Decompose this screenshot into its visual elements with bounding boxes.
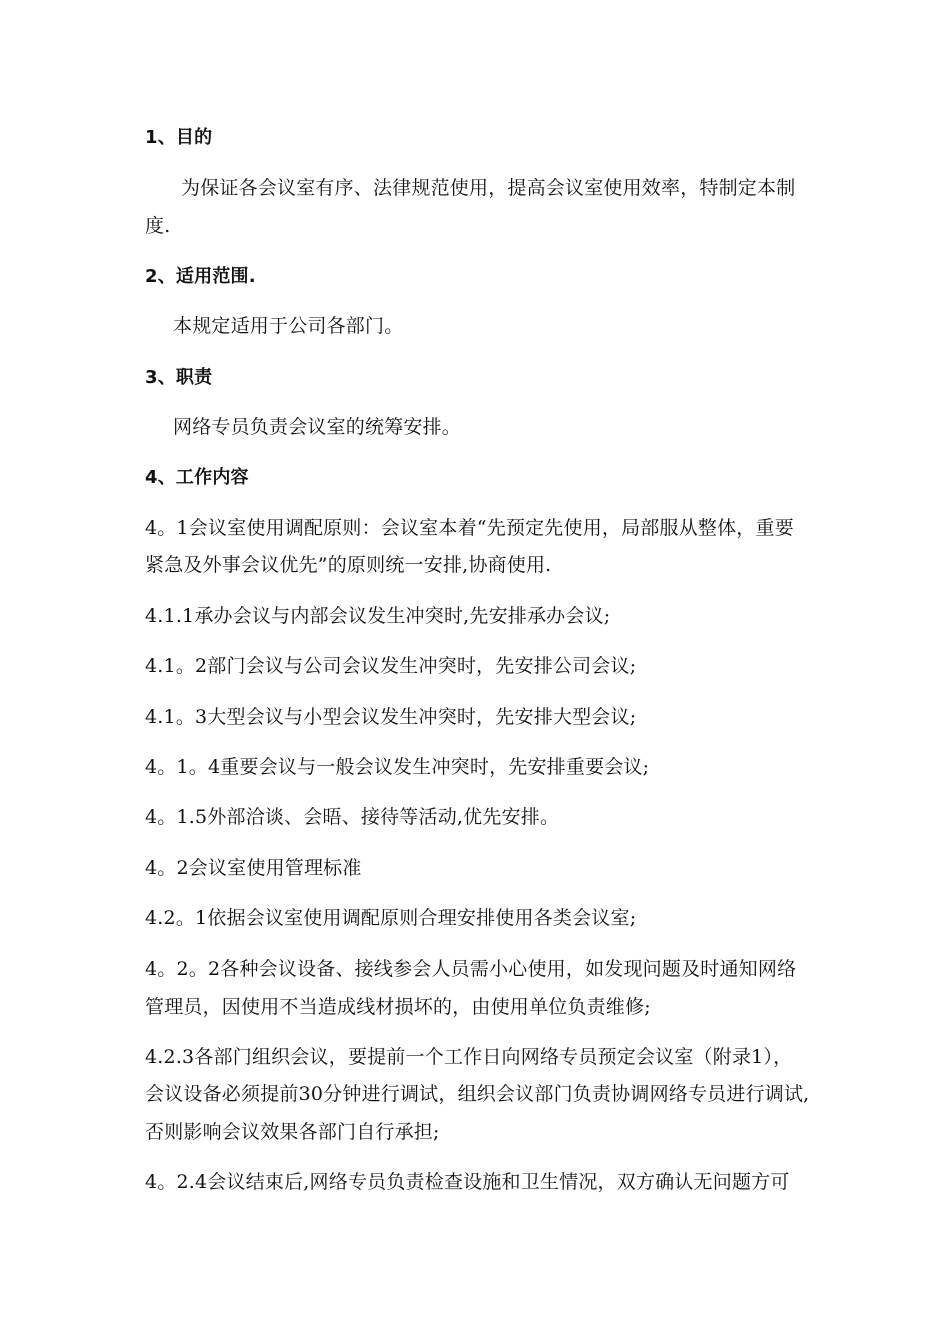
work-content-line-7: 4。1.5外部洽谈、会晤、接待等活动,优先安排。 <box>145 806 560 828</box>
purpose-text-line-2: 度. <box>145 215 171 237</box>
work-content-line-8: 4。2会议室使用管理标准 <box>145 857 362 879</box>
work-content-line-3: 4.1.1承办会议与内部会议发生冲突时,先安排承办会议; <box>145 605 611 627</box>
work-content-line-5: 4.1。3大型会议与小型会议发生冲突时，先安排大型会议; <box>145 706 637 728</box>
work-content-line-10: 4。2。2各种会议设备、接线参会人员需小心使用，如发现问题及时通知网络 <box>145 958 797 980</box>
work-content-line-6: 4。1。4重要会议与一般会议发生冲突时，先安排重要会议; <box>145 756 650 778</box>
work-content-line-13: 会议设备必须提前30分钟进行调试，组织会议部门负责协调网络专员进行调试, <box>145 1083 810 1105</box>
work-content-line-9: 4.2。1依据会议室使用调配原则合理安排使用各类会议室; <box>145 907 637 929</box>
work-content-line-2: 紧急及外事会议优先”的原则统一安排,协商使用. <box>145 554 552 576</box>
work-content-line-15: 4。2.4会议结束后,网络专员负责检查设施和卫生情况，双方确认无问题方可 <box>145 1171 790 1193</box>
section-heading-work-content: 4、工作内容 <box>145 467 249 488</box>
work-content-line-11: 管理员，因使用不当造成线材损坏的，由使用单位负责维修; <box>145 996 651 1018</box>
purpose-text-line-1: 为保证各会议室有序、法律规范使用，提高会议室使用效率，特制定本制 <box>181 177 796 199</box>
work-content-line-4: 4.1。2部门会议与公司会议发生冲突时，先安排公司会议; <box>145 655 637 677</box>
work-content-line-14: 否则影响会议效果各部门自行承担; <box>145 1121 440 1143</box>
responsibility-text: 网络专员负责会议室的统筹安排。 <box>173 416 462 438</box>
scope-text: 本规定适用于公司各部门。 <box>173 315 404 337</box>
work-content-line-12: 4.2.3各部门组织会议，要提前一个工作日向网络专员预定会议室（附录1）， <box>145 1046 793 1068</box>
section-heading-scope: 2、适用范围. <box>145 266 256 287</box>
section-heading-responsibility: 3、职责 <box>145 367 213 388</box>
section-heading-purpose: 1、目的 <box>145 127 213 148</box>
work-content-line-1: 4。1会议室使用调配原则：会议室本着“先预定先使用，局部服从整体，重要 <box>145 517 794 539</box>
